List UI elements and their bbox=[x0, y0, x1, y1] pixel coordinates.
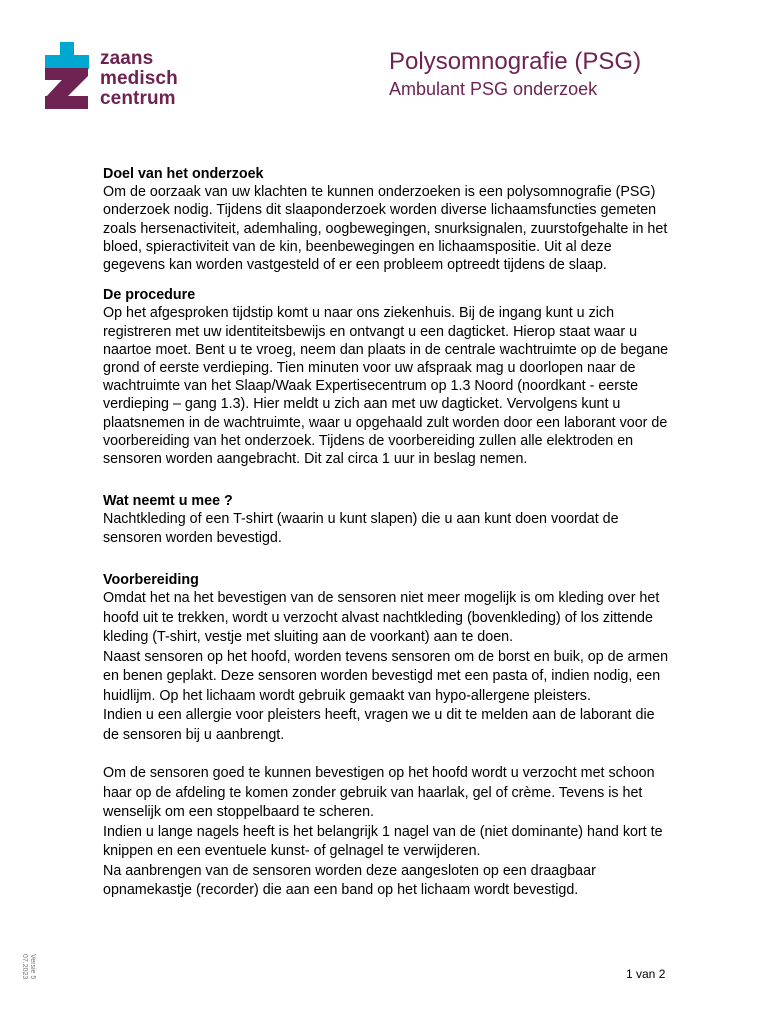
section-title: De procedure bbox=[103, 287, 196, 304]
document-header bbox=[389, 47, 641, 101]
version-info bbox=[21, 954, 56, 994]
logo-line-1: zaans bbox=[100, 48, 154, 69]
document-subtitle: Ambulant PSG onderzoek bbox=[389, 79, 598, 99]
zmc-logo-mark-icon bbox=[44, 42, 94, 110]
section-text: Om de oorzaak van uw klachten te kunnen onderzoeken is een polysomnografie (PSG) onderzoek nodig. Tijdens dit slaaponderzoek worden diverse lichaamsfuncties gemeten zoals hersenactiviteit, ademhaling, oogbewegingen, snurksignalen, zuurstofgehalte in het bloed, spieractiviteit van de kin, beenbewegingen en lichaamspositie. Uit al deze gegevens kan worden vastgesteld of er een probleem optreedt tijdens de slaap. bbox=[103, 184, 668, 274]
section-paragraph: Om de sensoren goed te kunnen bevestigen op het hoofd wordt u verzocht met schoon haar op de afdeling te komen zonder gebruik van haarlak, gel of crème. Tevens is het wenselijk om een stoppelbaard te scheren. bbox=[103, 765, 655, 821]
section-meenemen bbox=[103, 492, 673, 547]
document-body bbox=[103, 165, 673, 901]
document-title: Polysomnografie (PSG) bbox=[389, 48, 642, 75]
section-title: Doel van het onderzoek bbox=[103, 166, 264, 182]
version-label bbox=[20, 954, 36, 979]
zmc-logo bbox=[44, 42, 204, 112]
section-title: Wat neemt u mee ? bbox=[103, 493, 233, 510]
section-paragraph: Indien u een allergie voor pleisters heeft, vragen we u dit te melden aan de laborant die de sensoren bij u aanbrengt. bbox=[103, 707, 655, 743]
logo-line-2: medisch bbox=[100, 68, 178, 89]
section-text: Nachtkleding of een T-shirt (waarin u kunt slapen) die u aan kunt doen voordat de sensoren worden bevestigd. bbox=[103, 511, 619, 546]
section-title: Voorbereiding bbox=[103, 571, 199, 588]
version-number: Versie 5 bbox=[29, 954, 36, 980]
section-text: Op het afgesproken tijdstip komt u naar ons ziekenhuis. Bij de ingang kunt u zich registreren met uw identiteitsbewijs en ontvangt u een dagticket. Hierop staat waar u naartoe moet. Bent u te vroeg, neem dan plaats in de centrale wachtruimte op de begane grond of eerste verdieping. Tien minuten voor uw afspraak mag u doorlopen naar de wachtruimte van het Slaap/Waak Expertisecentrum op 1.3 Noord (noordkant - eerste verdieping – gang 1.3). Hier meldt u zich aan met uw dagticket. Vervolgens kunt u plaatsnemen in de wachtruimte, waar u opgehaald zult worden door een laborant voor de voorbereiding van het onderzoek. Tijdens de voorbereiding zullen alle elektroden en sensoren worden aangebracht. Dit zal circa 1 uur in beslag nemen. bbox=[103, 305, 669, 468]
logo-wordmark bbox=[100, 49, 178, 109]
section-procedure bbox=[103, 286, 673, 468]
section-paragraph: Na aanbrengen van de sensoren worden deze aangesloten op een draagbaar opnamekastje (recorder) die aan een band op het lichaam wordt bevestigd. bbox=[103, 862, 596, 899]
section-paragraph: Omdat het na het bevestigen van de sensoren niet meer mogelijk is om kleding over het hoofd uit te trekken, wordt u verzocht alvast nachtkleding (bovenkleding) of los zittende kleding (T-shirt, vestje met sluiting aan de voorkant) aan te doen. bbox=[103, 590, 660, 646]
section-doel bbox=[103, 165, 673, 274]
section-voorbereiding bbox=[103, 571, 673, 901]
page-number: 1 van 2 bbox=[626, 967, 666, 981]
version-date: 07.2023 bbox=[21, 954, 28, 980]
section-paragraph: Indien u lange nagels heeft is het belangrijk 1 nagel van de (niet dominante) hand kort te knippen en een eventuele kunst- of gelnagel te verwijderen. bbox=[103, 823, 663, 860]
logo-line-3: centrum bbox=[100, 88, 176, 109]
section-paragraph: Naast sensoren op het hoofd, worden tevens sensoren om de borst en buik, op de armen en benen geplakt. Deze sensoren worden bevestigd met een pasta of, indien nodig, een huidlijm. Op het lichaam wordt gebruik gemaakt van hypo-allergene pleisters. bbox=[103, 648, 669, 704]
